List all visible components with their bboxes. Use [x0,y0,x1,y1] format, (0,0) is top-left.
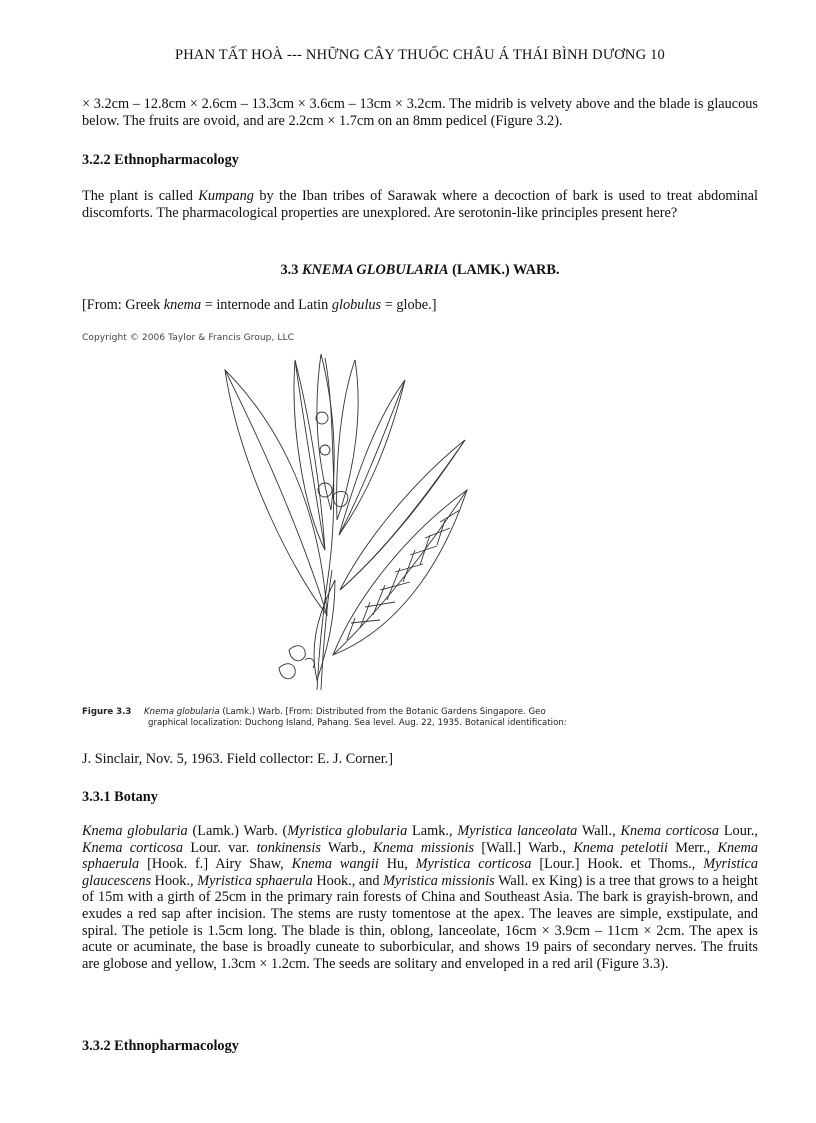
knema-drawing [205,350,505,695]
caption-continuation: J. Sinclair, Nov. 5, 1963. Field collector: E. J. Corner.] [82,751,393,767]
etymology-line: [From: Greek knema = internode and Latin globulus = globe.] [82,297,437,313]
continued-paragraph: × 3.2cm – 12.8cm × 2.6cm – 13.3cm × 3.6cm – 13cm × 3.2cm. The midrib is velvety above and the blade is glaucous below. The fruits are ovoid, and are 2.2cm × 1.7cm on an 8mm pedicel (Figure 3.2). [82,96,758,129]
figure-label: Figure 3.3 [82,707,132,717]
botanical-illustration [205,350,505,695]
running-header: PHAN TẤT HOÀ --- NHỮNG CÂY THUỐC CHÂU Á THÁI BÌNH DƯƠNG 10 [174,47,666,63]
heading-3-3-1: 3.3.1 Botany [82,789,158,805]
heading-3-3-2: 3.3.2 Ethnopharmacology [82,1038,239,1054]
figure-copyright: Copyright © 2006 Taylor & Francis Group, LLC [82,333,295,343]
heading-3-2-2: 3.2.2 Ethnopharmacology [82,152,239,168]
plant-local-name: Kumpang [198,188,254,204]
figure-caption: Figure 3.3 Knema globularia (Lamk.) Warb. [From: Distributed from the Botanic Gardens Singapore. Geo graphical localization: Duchong Island, Pahang. Sea level. Aug. 22, 1935. Botanical identification: [82,707,567,728]
heading-3-3: 3.3 KNEMA GLOBULARIA (LAMK.) WARB. [280,262,560,278]
botany-paragraph: Knema globularia (Lamk.) Warb. (Myristica globularia Lamk., Myristica lanceolata Wall., Knema corticosa Lour., Knema corticosa Lour. var. tonkinensis Warb., Knema missionis [Wall.] Warb., Knema petelotii Merr., Knema sphaerula [Hook. f.] Airy Shaw, Knema wangii Hu, Myristica corticosa [Lour.] Hook. et Thoms., Myristica glaucescens Hook., Myristica sphaerula Hook., and Myristica missionis Wall. ex King) is a tree that grows to a height of 15m with a girth of 25cm in the primary rain forests of China and Southeast Asia. The bark is grayish-brown, and exudes a red sap after incision. The stems are rusty tomentose at the apex. The leaves are simple, exstipulate, and spiral. The petiole is 1.5cm long. The blade is thin, oblong, lanceolate, 16cm × 3.9cm – 11cm × 2cm. The apex is acute or acuminate, the base is broadly cuneate to suborbicular, and shows 19 pairs of secondary nerves. The fruits are globose and yellow, 1.3cm × 1.2cm. The seeds are solitary and enveloped in a red aril (Figure 3.3). [82,823,758,972]
ethnopharmacology-paragraph: The plant is called Kumpang by the Iban tribes of Sarawak where a decoction of bark is used to treat abdominal discomforts. The pharmacological properties are unexplored. Are serotonin-like principles present here? [82,188,758,221]
species-title: KNEMA GLOBULARIA [301,262,449,278]
